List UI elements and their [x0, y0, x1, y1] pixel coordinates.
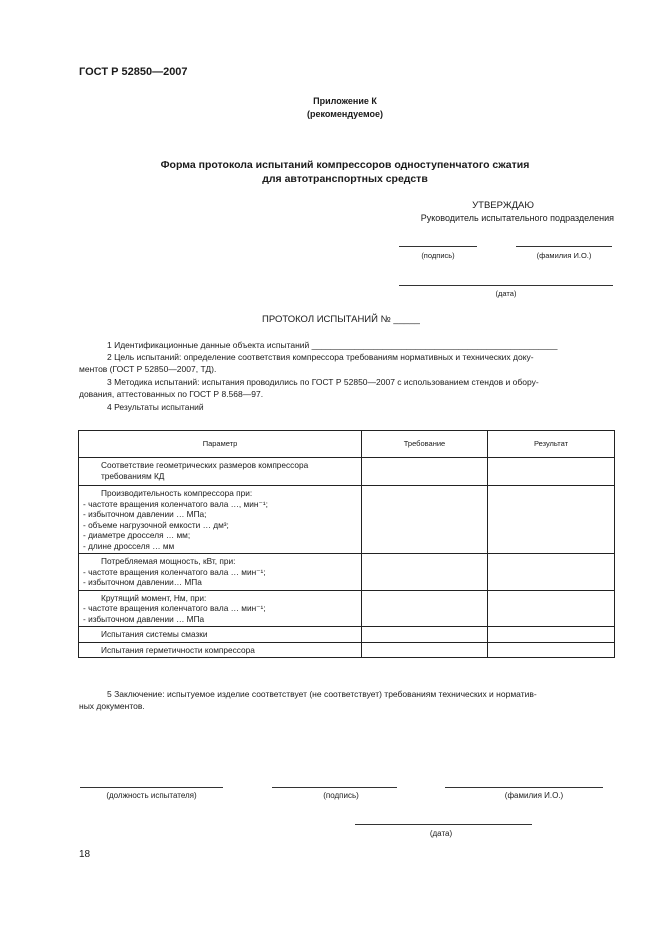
col-header-parameter: Параметр: [79, 431, 362, 458]
tester-date-line: [355, 824, 532, 825]
result-cell: [488, 486, 615, 554]
param-subitem: - избыточном давлении … МПа: [83, 613, 205, 624]
requirement-cell: [362, 590, 488, 627]
param-subitem: - объеме нагрузочной емкости … дм³;: [83, 519, 229, 530]
item-3-line1: 3 Методика испытаний: испытания проводились по ГОСТ Р 52850—2007 с использованием стендов и обору-: [107, 377, 539, 387]
param-title: Потребляемая мощность, кВт, при:: [101, 556, 236, 566]
param-subitem: - избыточном давлении… МПа: [83, 577, 202, 587]
param-cell: [79, 554, 362, 591]
protocol-title: ПРОТОКОЛ ИСПЫТАНИЙ № _____: [262, 314, 420, 325]
param-cell: [79, 627, 362, 643]
col-header-requirement: Требование: [362, 431, 488, 458]
table-row: [79, 486, 615, 554]
approval-name-line: [516, 246, 612, 247]
param-title: Крутящий момент, Нм, при:: [101, 592, 207, 603]
item-2-line2: ментов (ГОСТ Р 52850—2007, ТД).: [79, 364, 217, 374]
conclusion-line2: ных документов.: [79, 701, 145, 711]
tester-sign-caption: (подпись): [323, 791, 359, 800]
standard-header: ГОСТ Р 52850—2007: [79, 66, 188, 78]
form-title-line2: для автотранспортных средств: [262, 173, 428, 185]
annex-title: Приложение К: [313, 96, 377, 106]
tester-position-caption: (должность испытателя): [106, 791, 197, 800]
result-cell: [488, 627, 615, 643]
tester-name-line: [445, 787, 603, 788]
head-of-unit-label: Руководитель испытательного подразделения: [420, 213, 614, 223]
result-cell: [488, 458, 615, 486]
result-cell: [488, 554, 615, 591]
param-cell: [79, 486, 362, 554]
requirement-cell: [362, 554, 488, 591]
annex-note: (рекомендуемое): [307, 109, 383, 119]
approval-date-line: [399, 285, 613, 286]
param-title: Испытания системы смазки: [101, 629, 208, 639]
result-cell: [488, 642, 615, 658]
table-row: [79, 627, 615, 643]
param-subitem: - частоте вращения коленчатого вала …, мин⁻¹;: [83, 498, 268, 509]
table-row: [79, 458, 615, 486]
tester-sign-line: [272, 787, 397, 788]
approval-date-caption: (дата): [495, 289, 517, 298]
approval-sign-line: [399, 246, 477, 247]
approval-sign-caption: (подпись): [421, 251, 455, 260]
form-title-line1: Форма протокола испытаний компрессоров одноступенчатого сжатия: [160, 159, 530, 171]
result-cell: [488, 590, 615, 627]
param-subitem: - избыточном давлении … МПа;: [83, 509, 207, 519]
item-3-line2: дования, аттестованных по ГОСТ Р 8.568—97.: [79, 389, 264, 399]
table-row: [79, 590, 615, 627]
tester-date-caption: (дата): [429, 829, 453, 838]
approve-label: УТВЕРЖДАЮ: [472, 200, 534, 211]
results-table: [78, 430, 615, 658]
table-row: [79, 642, 615, 658]
param-title: Производительность компрессора при:: [101, 488, 253, 498]
requirement-cell: [362, 642, 488, 658]
approval-name-caption: (фамилия И.О.): [536, 251, 592, 260]
param-cell: [79, 642, 362, 658]
item-1: 1 Идентификационные данные объекта испытаний ____________________________________________________: [107, 340, 558, 350]
param-title: Соответствие геометрических размеров компрессора требованиям КД: [101, 460, 309, 481]
requirement-cell: [362, 486, 488, 554]
table-header-row: [79, 431, 615, 458]
param-cell: [79, 458, 362, 486]
tester-position-line: [80, 787, 223, 788]
tester-name-caption: (фамилия И.О.): [504, 791, 564, 800]
param-subitem: - частоте вращения коленчатого вала … мин⁻¹;: [83, 566, 266, 577]
table-row: [79, 554, 615, 591]
conclusion-line1: 5 Заключение: испытуемое изделие соответствует (не соответствует) требованиям технических и норматив-: [107, 689, 537, 699]
param-cell: [79, 590, 362, 627]
param-subitem: - диаметре дросселя … мм;: [83, 530, 191, 540]
col-header-result: Результат: [488, 431, 615, 458]
item-2-line1: 2 Цель испытаний: определение соответствия компрессора требованиям нормативных и технических доку-: [107, 352, 534, 362]
requirement-cell: [362, 458, 488, 486]
item-4: 4 Результаты испытаний: [107, 402, 204, 412]
param-subitem: - длине дросселя … мм: [83, 540, 175, 551]
requirement-cell: [362, 627, 488, 643]
page-number: 18: [79, 849, 91, 860]
param-title: Испытания герметичности компрессора: [101, 644, 255, 655]
param-subitem: - частоте вращения коленчатого вала … мин⁻¹;: [83, 603, 266, 613]
